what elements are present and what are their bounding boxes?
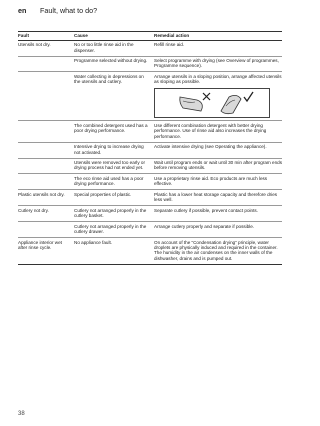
cause-cell: Cutlery not arranged properly in the cutlery basket.	[74, 207, 147, 219]
fault-cell: Cutlery not dry.	[18, 207, 49, 213]
fault-cell	[18, 74, 74, 118]
table-row	[18, 159, 282, 175]
language-code: en	[18, 5, 27, 15]
table-row	[18, 41, 282, 57]
fault-cell: Utensils not dry.	[18, 42, 51, 48]
table-row	[18, 190, 282, 206]
column-header-remedial-action: Remedial action	[154, 33, 190, 38]
table-row	[18, 174, 282, 190]
page-number: 38	[18, 411, 25, 417]
table-row	[18, 121, 282, 142]
table-row	[18, 72, 282, 121]
fault-cell: Plastic utensils not dry.	[18, 191, 65, 197]
remedy-cell: Use different combination detergent with better drying performance. Use of rinse aid also increases the drying performance.	[154, 122, 267, 139]
remedy-cell: On account of the “Condensation drying” principle, water droplets are physically induced and required in the container. The humidity in the air condenses on the inner walls of the dishwasher, drains and is pumped out.	[154, 239, 278, 261]
table-row	[18, 222, 282, 238]
wrong-position-icon	[177, 91, 211, 115]
remedy-cell: Activate intensive drying (see Operating the appliance).	[154, 144, 267, 150]
fault-cell: Appliance interior wet after rinse cycle.	[18, 239, 62, 250]
fault-cell	[18, 123, 74, 139]
remedy-cell-with-illustration	[154, 74, 282, 118]
page-header	[18, 3, 280, 17]
fault-cell	[18, 176, 74, 187]
cause-cell: No appliance fault.	[74, 239, 113, 245]
remedy-cell: Plastic has a lower heat storage capacity and therefore dries less well.	[154, 191, 278, 203]
fault-cell	[18, 58, 74, 69]
table-row	[18, 206, 282, 222]
cause-cell: Intensive drying to increase drying not activated.	[74, 144, 144, 155]
fault-cell	[18, 160, 74, 171]
section-title: Fault, what to do?	[40, 5, 98, 15]
table-row	[18, 57, 282, 73]
table-row	[18, 143, 282, 159]
remedy-cell: Separate cutlery if possible, prevent contact points.	[154, 207, 258, 213]
fault-cell	[18, 144, 74, 155]
cause-cell: Special properties of plastic.	[74, 191, 132, 197]
column-header-fault: Fault	[18, 33, 29, 38]
remedy-cell: Arrange utensils in a sloping position, arrange affected utensils as sloping as possible.	[154, 73, 282, 85]
fault-cell	[18, 224, 74, 235]
remedy-cell: Wait until program ends or wait until 30 min after program ends before removing utensils.	[154, 160, 283, 171]
table-header-row	[18, 31, 282, 41]
remedy-cell: Select programme with drying (see Overview of programmes, Programme sequence).	[154, 58, 279, 69]
table-row	[18, 238, 282, 265]
cause-cell: No or too little rinse aid in the dispenser.	[74, 42, 134, 53]
cause-cell: Utensils were removed too early or drying process had not ended yet.	[74, 160, 145, 171]
remedy-cell: Refill rinse aid.	[154, 42, 185, 48]
fault-table	[18, 31, 282, 265]
cause-cell: Programme selected without drying.	[74, 58, 148, 63]
cause-cell: Cutlery not arranged properly in the cutlery drawer.	[74, 223, 147, 235]
cause-cell: The eco rinse aid used has a poor drying performance.	[74, 175, 144, 187]
cause-cell: Water collecting in depressions on the utensils and cutlery.	[74, 73, 144, 85]
utensil-position-illustration	[154, 88, 270, 118]
column-header-cause: Cause	[74, 33, 88, 38]
correct-position-icon	[217, 91, 255, 115]
remedy-cell: Arrange cutlery properly and separate if possible.	[154, 223, 255, 229]
cause-cell: The combined detergent used has a poor drying performance.	[74, 122, 148, 134]
remedy-cell: Use a proprietary rinse aid. Eco products are much less effective.	[154, 175, 268, 187]
